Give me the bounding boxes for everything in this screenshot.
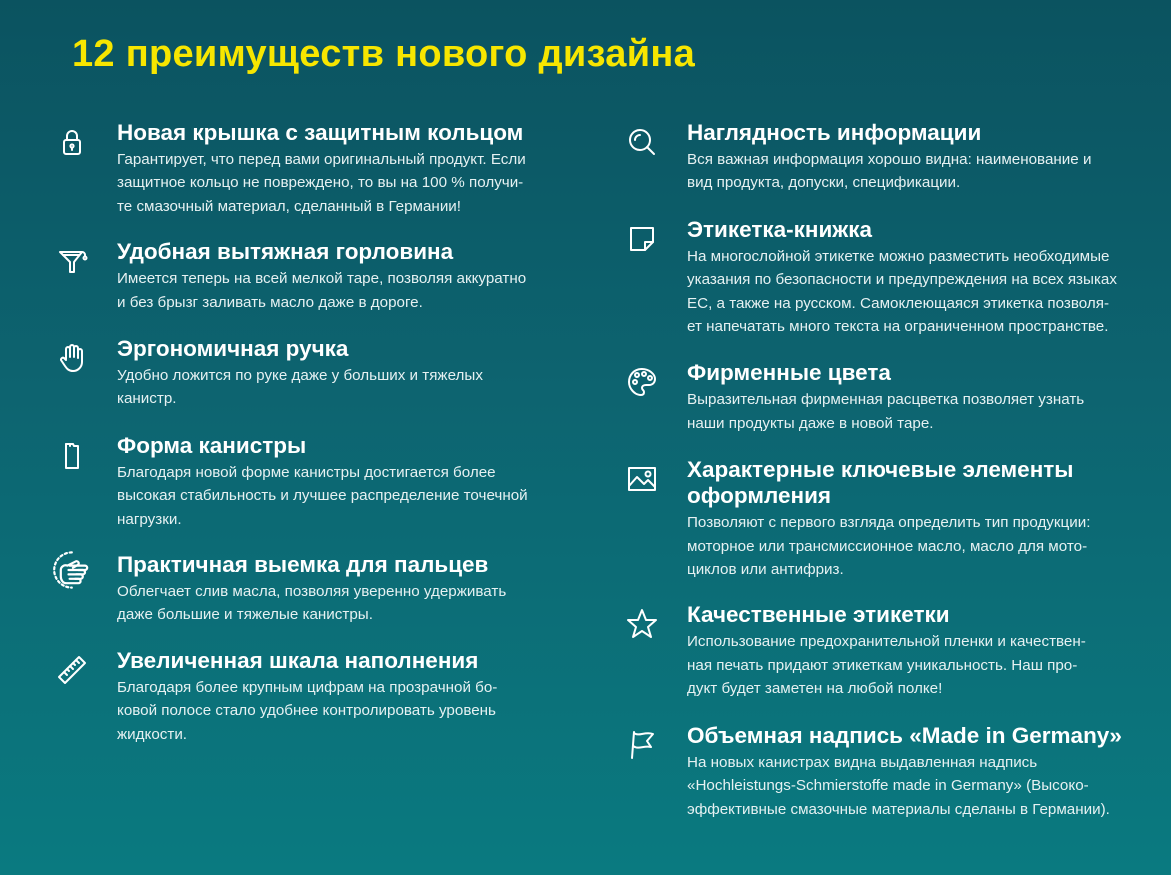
feature-heading: Качественные этикетки [687, 602, 950, 628]
feature-description: Благодаря более крупным цифрам на прозрачной бо- ковой полосе стало удобнее контролировать уровень жидкости. [117, 678, 498, 743]
palette-icon [622, 362, 662, 402]
feature-item [50, 336, 610, 411]
feature-description: Позволяют с первого взгляда определить тип продукции: моторное или трансмиссионное масло, масло для мото- циклов или антифриз. [687, 514, 1091, 579]
feature-heading: Характерные ключевые элементы оформления [687, 457, 1074, 509]
lock-icon [52, 122, 92, 162]
left-column [50, 120, 610, 746]
feature-description: Гарантирует, что перед вами оригинальный продукт. Если защитное кольцо не повреждено, то вы на 100 % получи- те смазочный материал, сделанный в Германии! [117, 151, 526, 215]
feature-heading: Форма канистры [117, 432, 307, 458]
feature-heading: Фирменные цвета [687, 360, 891, 386]
feature-item [50, 433, 610, 531]
feature-description: На новых канистрах видна выдавленная надпись «Hochleistungs-Schmierstoffe made in Germany» (Высоко- эффективные смазочные материалы сделаны в Германии). [687, 753, 1110, 818]
feature-description: На многослойной этикетке можно разместить необходимые указания по безопасности и предупреждения на всех языках ЕС, а также на русском. Самоклеющаяся этикетка позволя- ет напечатать много текста на ограниченном пространстве. [687, 247, 1117, 336]
feature-description: Вся важная информация хорошо видна: наименование и вид продукта, допуски, спецификации. [687, 151, 1092, 192]
feature-heading: Наглядность информации [687, 120, 982, 145]
feature-item [620, 723, 1160, 821]
image-icon [622, 459, 662, 499]
star-icon [622, 604, 662, 644]
feature-heading: Практичная выемка для пальцев [117, 552, 489, 578]
feature-item [50, 239, 610, 314]
feature-description: Удобно ложится по руке даже у больших и тяжелых канистр. [117, 367, 483, 408]
ruler-icon [52, 650, 92, 690]
feature-heading: Новая крышка с защитным кольцом [117, 120, 524, 145]
feature-item [50, 120, 610, 218]
feature-item [620, 602, 1160, 700]
feature-description: Использование предохранительной пленки и качествен- ная печать придают этикеткам уникальность. Наш про- дукт будет заметен на любой полке! [687, 633, 1086, 698]
feature-heading: Удобная вытяжная горловина [117, 239, 454, 265]
feature-heading: Увеличенная шкала наполнения [117, 647, 479, 673]
hand-icon [52, 338, 92, 378]
feature-heading: Эргономичная ручка [117, 336, 349, 362]
canister-icon [52, 435, 92, 475]
finger-grip-icon [50, 546, 98, 594]
funnel-icon [52, 241, 92, 281]
feature-heading: Объемная надпись «Made in Germany» [687, 722, 1122, 748]
feature-description: Облегчает слив масла, позволяя уверенно удерживать даже большие и тяжелые канистры. [117, 583, 507, 624]
feature-item [50, 552, 610, 627]
page-title: 12 преимуществ нового дизайна [72, 33, 696, 75]
feature-description: Имеется теперь на всей мелкой таре, позволяя аккуратно и без брызг заливать масло даже в дороге. [117, 270, 527, 311]
feature-description: Выразительная фирменная расцветка позволяет узнать наши продукты даже в новой таре. [687, 391, 1085, 432]
feature-item [620, 360, 1160, 435]
feature-item [620, 120, 1160, 195]
right-column [620, 120, 1160, 821]
feature-item [620, 217, 1160, 339]
feature-item [50, 648, 610, 746]
feature-description: Благодаря новой форме канистры достигается более высокая стабильность и лучшее распределение точечной нагрузки. [117, 463, 528, 528]
feature-heading: Этикетка-книжка [687, 216, 873, 242]
magnifier-icon [622, 122, 662, 162]
flag-icon [622, 725, 662, 765]
feature-item [620, 457, 1160, 581]
label-booklet-icon [622, 219, 662, 259]
